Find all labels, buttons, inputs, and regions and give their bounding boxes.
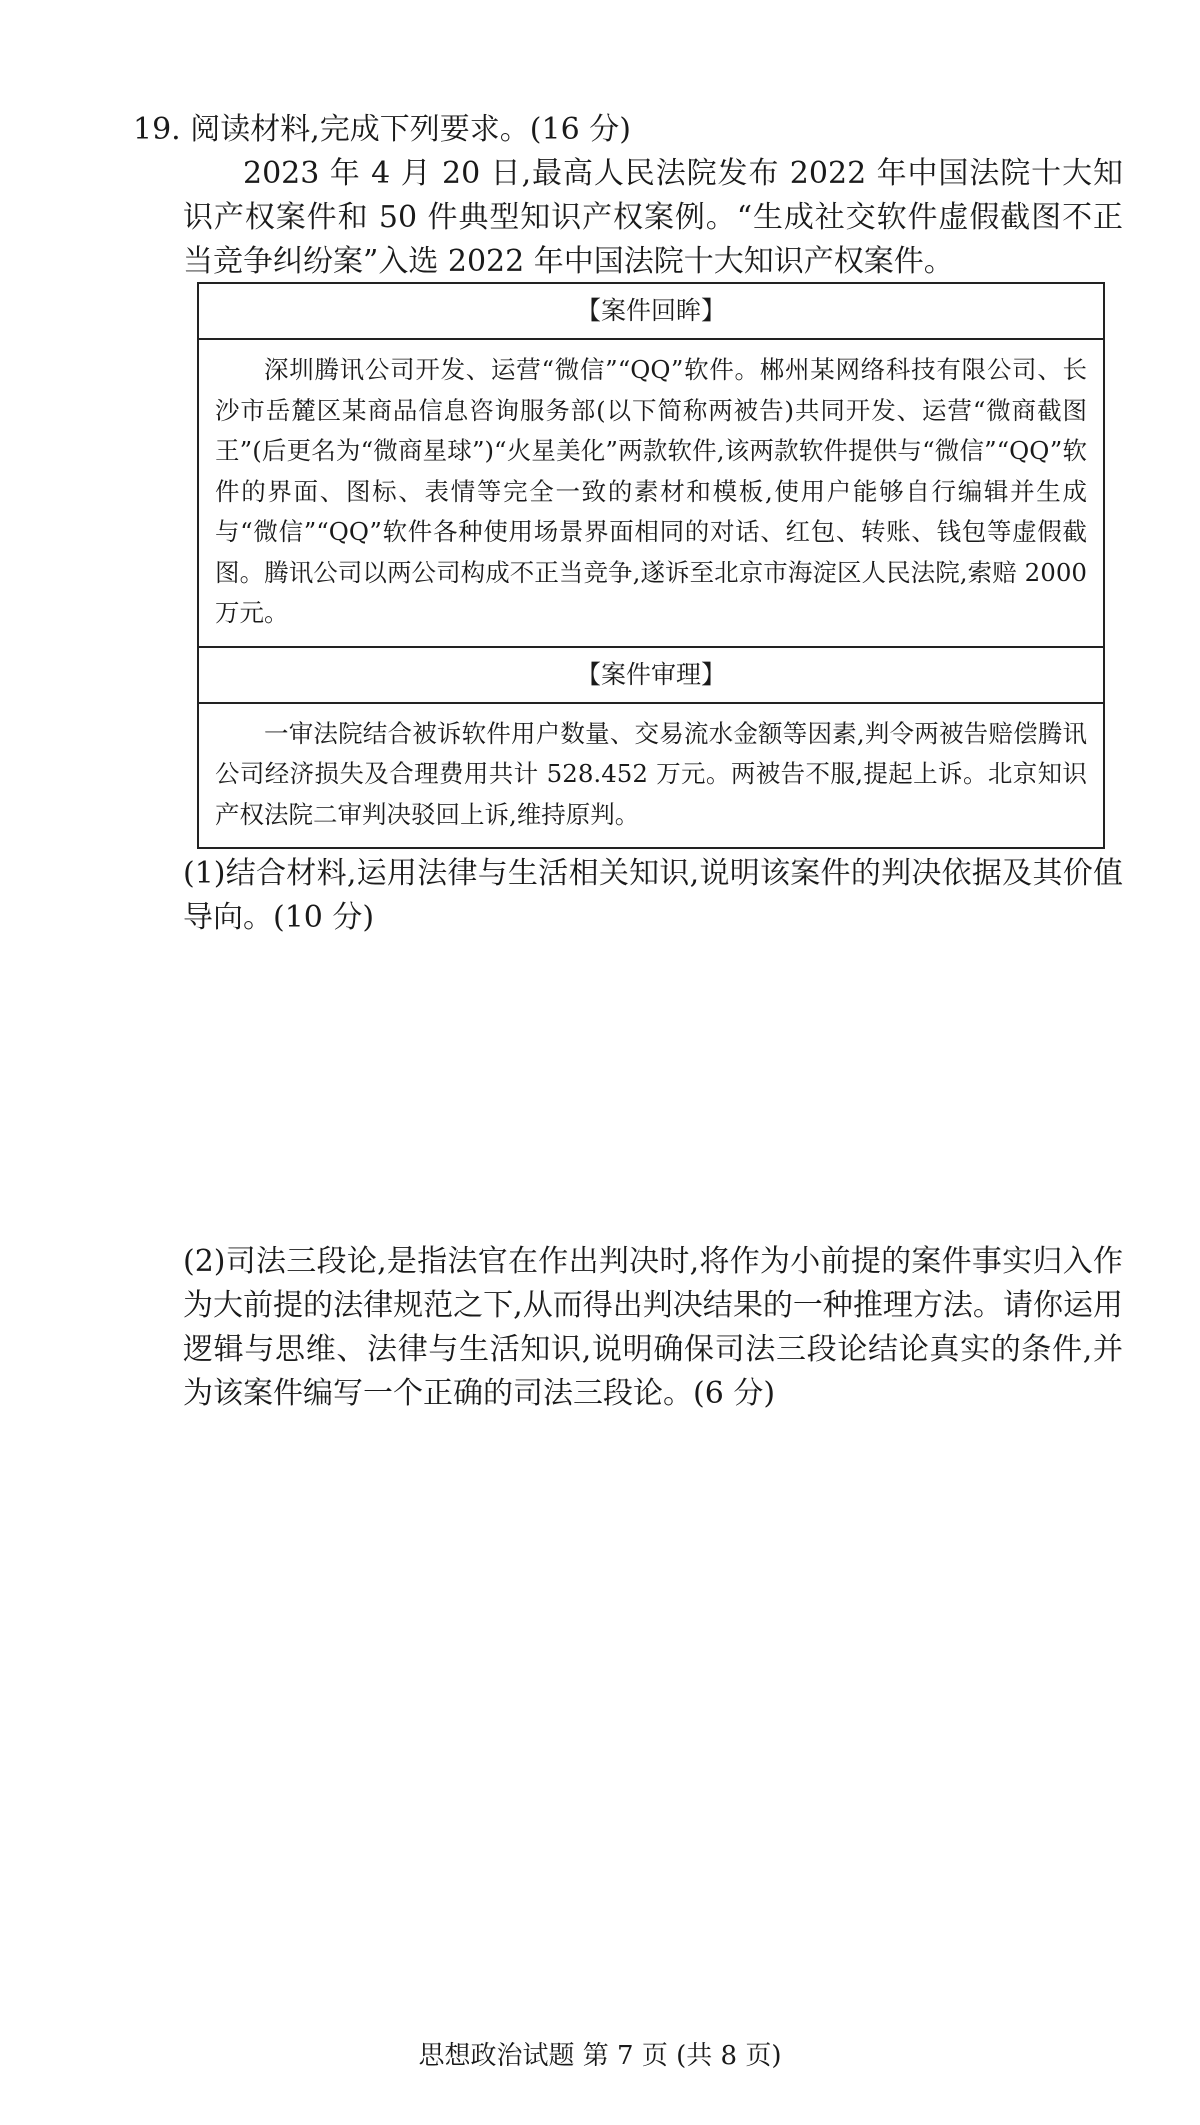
case-trial-body [199, 704, 1103, 848]
intro-paragraph: 2023 年 4 月 20 日,最高人民法院发布 2022 年中国法院十大知识产权案件和 50 件典型知识产权案例。“生成社交软件虚假截图不正当竞争纠纷案”入选 2022 年中国法院十大知识产权案件。 [183, 156, 1123, 279]
case-review-header: 【案件回眸】 [199, 284, 1103, 340]
case-review-body [199, 340, 1103, 646]
case-trial-header: 【案件审理】 [199, 646, 1103, 704]
case-trial-text: 一审法院结合被诉软件用户数量、交易流水金额等因素,判令两被告赔偿腾讯公司经济损失及合理费用共计 528.452 万元。两被告不服,提起上诉。北京知识产权法院二审判决驳回上诉,维持原判。 [215, 718, 1087, 829]
sub-question-2 [183, 1240, 1123, 1416]
question-heading: 19. 阅读材料,完成下列要求。(16 分) [133, 112, 631, 147]
sub-question-2-text: (2)司法三段论,是指法官在作出判决时,将作为小前提的案件事实归入作为大前提的法律规范之下,从而得出判决结果的一种推理方法。请你运用逻辑与思维、法律与生活知识,说明确保司法三段论结论真实的条件,并为该案件编写一个正确的司法三段论。(6 分) [183, 1244, 1123, 1411]
case-review-text: 深圳腾讯公司开发、运营“微信”“QQ”软件。郴州某网络科技有限公司、长沙市岳麓区某商品信息咨询服务部(以下简称两被告)共同开发、运营“微商截图王”(后更名为“微商星球”)“火星美化”两款软件,该两款软件提供与“微信”“QQ”软件的界面、图标、表情等完全一致的素材和模板,使用户能够自行编辑并生成与“微信”“QQ”软件各种使用场景界面相同的对话、红包、转账、钱包等虚假截图。腾讯公司以两公司构成不正当竞争,遂诉至北京市海淀区人民法院,索赔 2000 万元。 [215, 355, 1087, 627]
case-material-box [197, 282, 1105, 849]
sub-question-1 [183, 852, 1123, 940]
sub-question-1-text: (1)结合材料,运用法律与生活相关知识,说明该案件的判决依据及其价值导向。(10 分) [183, 856, 1123, 935]
page-footer: 思想政治试题 第 7 页 (共 8 页) [418, 2041, 782, 2071]
question-intro [183, 152, 1123, 284]
